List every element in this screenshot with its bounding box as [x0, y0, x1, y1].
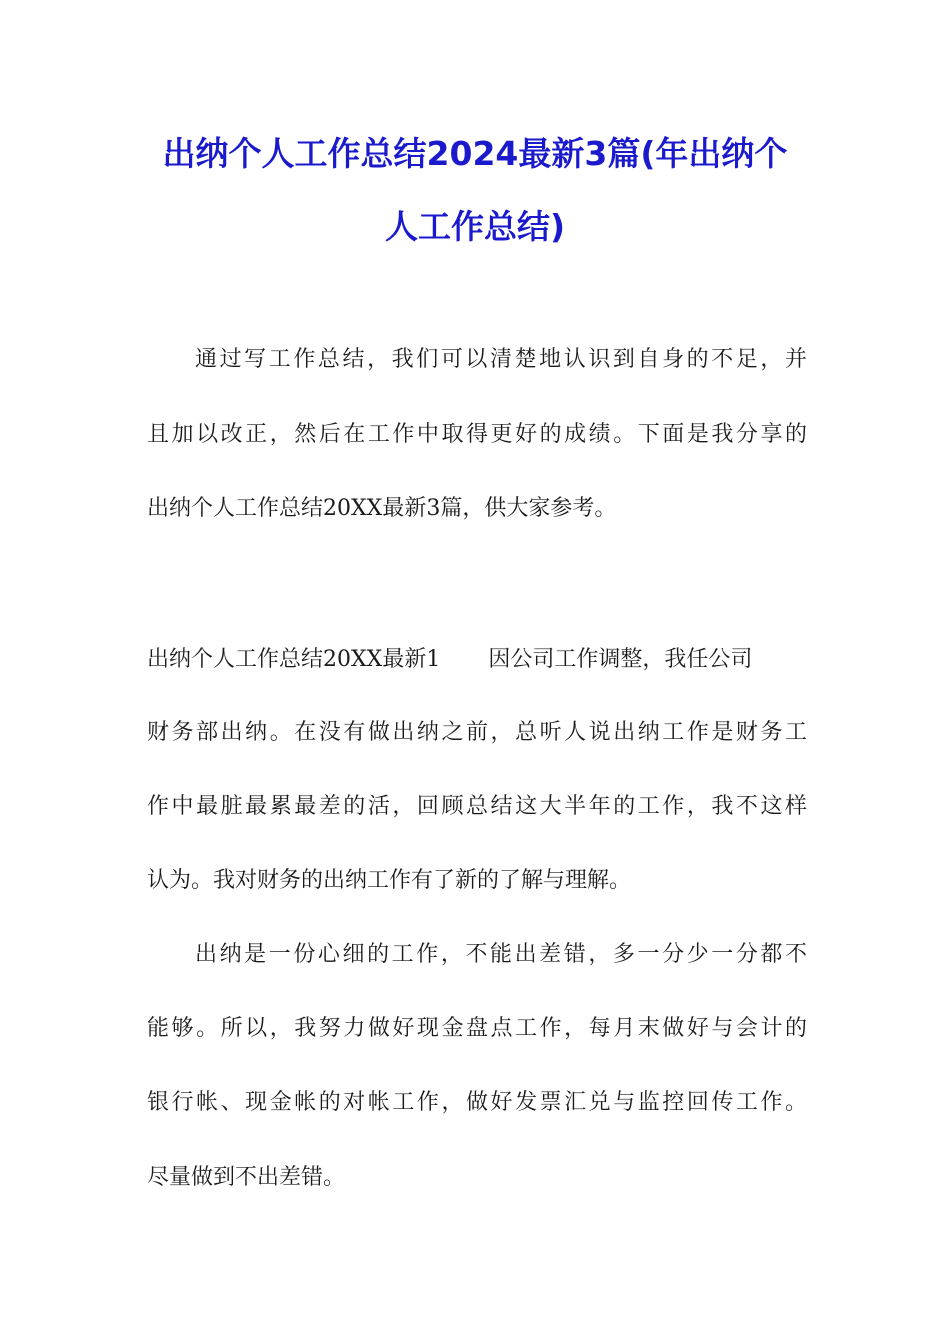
- para2-line-4: 尽量做到不出差错。: [147, 1165, 346, 1190]
- intro-line-3: 出纳个人工作总结20XX最新3篇，供大家参考。: [147, 496, 617, 521]
- intro-line-2: 且加以改正，然后在工作中取得更好的成绩。下面是我分享的: [147, 422, 807, 447]
- document-title-line-2: 人工作总结): [384, 207, 566, 246]
- section1-line-4: 认为。我对财务的出纳工作有了新的了解与理解。: [147, 868, 632, 893]
- para2-line-3: 银行帐、现金帐的对帐工作，做好发票汇兑与监控回传工作。: [147, 1090, 807, 1115]
- section1-line-2: 财务部出纳。在没有做出纳之前，总听人说出纳工作是财务工: [147, 720, 807, 745]
- para2-line-1: 出纳是一份心细的工作，不能出差错，多一分少一分都不: [195, 942, 807, 967]
- section1-line-3: 作中最脏最累最差的活，回顾总结这大半年的工作，我不这样: [147, 794, 807, 819]
- para2-line-2: 能够。所以，我努力做好现金盘点工作，每月末做好与会计的: [147, 1016, 807, 1041]
- section1-first-line: [147, 645, 807, 675]
- section1-heading: 出纳个人工作总结20XX最新1: [147, 647, 441, 672]
- intro-line-1: 通过写工作总结，我们可以清楚地认识到自身的不足，并: [195, 347, 807, 372]
- section1-first-line-text: 因公司工作调整，我任公司: [488, 647, 753, 672]
- document-title-line-1: 出纳个人工作总结2024最新3篇(年出纳个: [162, 134, 788, 173]
